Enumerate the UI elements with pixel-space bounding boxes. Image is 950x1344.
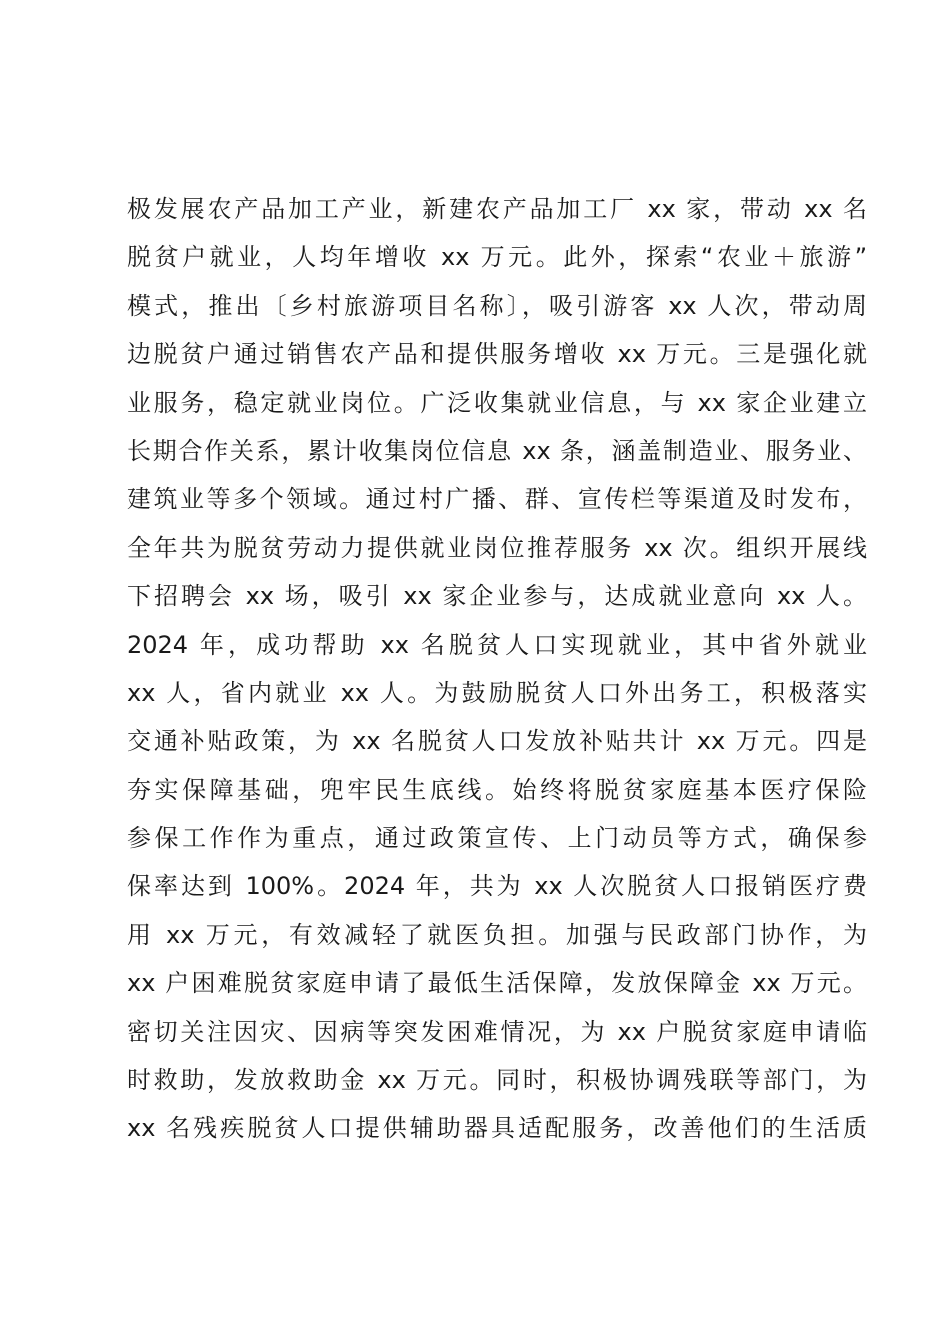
- text-line: 下招聘会 xx 场，吸引 xx 家企业参与，达成就业意向 xx 人。: [127, 582, 867, 611]
- text-line: 2024 年，成功帮助 xx 名脱贫人口实现就业，其中省外就业: [127, 630, 867, 659]
- text-line: 夯实保障基础，兜牢民生底线。始终将脱贫家庭基本医疗保险: [127, 775, 867, 804]
- text-line: xx 名残疾脱贫人口提供辅助器具适配服务，改善他们的生活质: [127, 1114, 867, 1143]
- text-line: 密切关注因灾、因病等突发困难情况，为 xx 户脱贫家庭申请临: [127, 1017, 867, 1046]
- text-line: 脱贫户就业，人均年增收 xx 万元。此外，探索“农业＋旅游”: [127, 243, 867, 272]
- text-line: 用 xx 万元，有效减轻了就医负担。加强与民政部门协作，为: [127, 920, 867, 949]
- text-line: 全年共为脱贫劳动力提供就业岗位推荐服务 xx 次。组织开展线: [127, 533, 867, 562]
- text-line: 建筑业等多个领域。通过村广播、群、宣传栏等渠道及时发布，: [127, 485, 867, 514]
- text-line: xx 人，省内就业 xx 人。为鼓励脱贫人口外出务工，积极落实: [127, 678, 867, 707]
- text-line: 极发展农产品加工产业，新建农产品加工厂 xx 家，带动 xx 名: [127, 195, 867, 223]
- text-line: 参保工作作为重点，通过政策宣传、上门动员等方式，确保参: [127, 824, 867, 853]
- text-line: 交通补贴政策，为 xx 名脱贫人口发放补贴共计 xx 万元。四是: [127, 727, 867, 756]
- text-line: 边脱贫户通过销售农产品和提供服务增收 xx 万元。三是强化就: [127, 340, 867, 369]
- text-line: 长期合作关系，累计收集岗位信息 xx 条，涵盖制造业、服务业、: [127, 436, 867, 465]
- body-text: [127, 185, 867, 1153]
- text-line: 模式，推出〔乡村旅游项目名称〕，吸引游客 xx 人次，带动周: [127, 291, 867, 320]
- text-line: xx 户困难脱贫家庭申请了最低生活保障，发放保障金 xx 万元。: [127, 969, 867, 998]
- text-line: 业服务，稳定就业岗位。广泛收集就业信息，与 xx 家企业建立: [127, 388, 867, 417]
- text-line: 保率达到 100%。2024 年，共为 xx 人次脱贫人口报销医疗费: [127, 872, 867, 901]
- text-line: 时救助，发放救助金 xx 万元。同时，积极协调残联等部门，为: [127, 1066, 867, 1095]
